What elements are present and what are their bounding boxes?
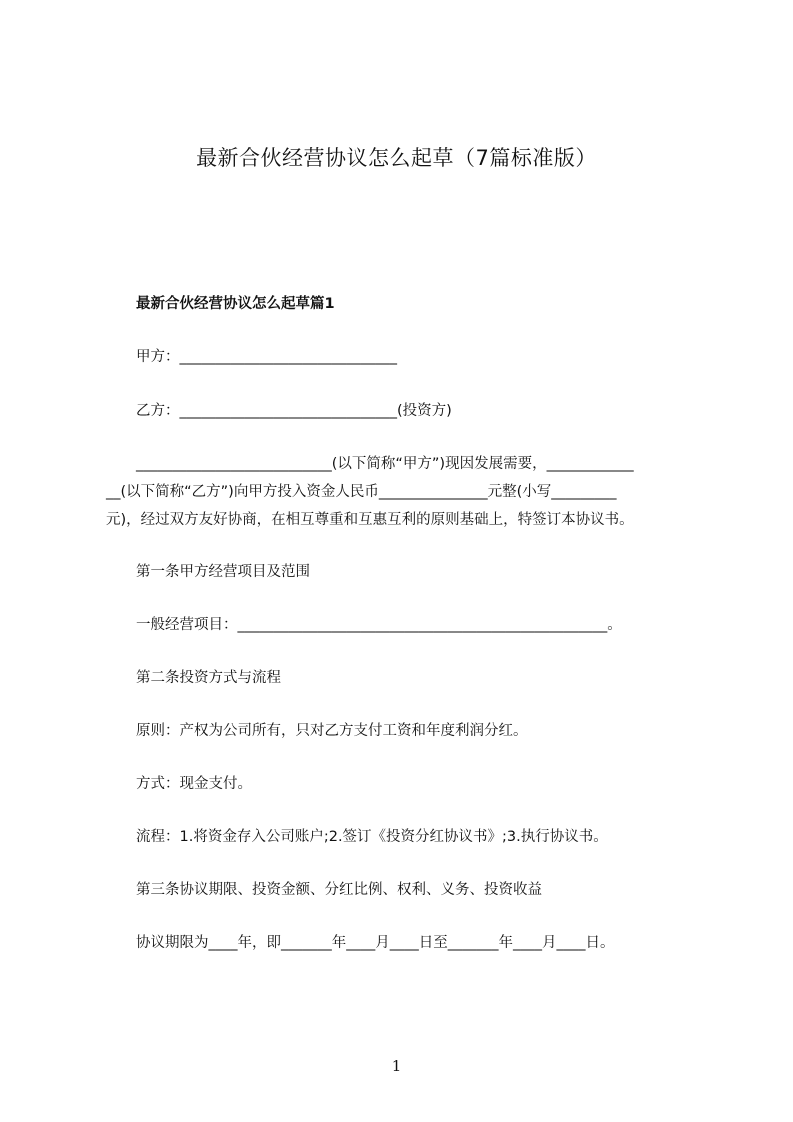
party-a-line: 甲方：______________________________ xyxy=(136,349,397,365)
term-line: 协议期限为____年，即_______年____月____日至_______年____月____日。 xyxy=(136,935,615,951)
article-2-heading: 第二条投资方式与流程 xyxy=(136,670,281,686)
article-1-heading: 第一条甲方经营项目及范围 xyxy=(136,564,310,580)
intro-paragraph-line-2: __(以下简称“乙方”)向甲方投入资金人民币_______________元整(小写_________ xyxy=(106,484,617,500)
intro-paragraph-line-3: 元)，经过双方友好协商，在相互尊重和互惠互利的原则基础上，特签订本协议书。 xyxy=(106,512,634,528)
article-3-heading: 第三条协议期限、投资金额、分红比例、权利、义务、投资收益 xyxy=(136,882,542,898)
intro-paragraph-line-1: ___________________________(以下简称“甲方”)现因发展需要，____________ xyxy=(136,456,634,472)
principle-line: 原则：产权为公司所有，只对乙方支付工资和年度利润分红。 xyxy=(136,723,528,739)
process-line: 流程：1.将资金存入公司账户;2.签订《投资分红协议书》;3.执行协议书。 xyxy=(136,829,608,845)
section-heading: 最新合伙经营协议怎么起草篇1 xyxy=(136,296,335,312)
document-title: 最新合伙经营协议怎么起草（7篇标准版） xyxy=(196,146,597,170)
page-number: 1 xyxy=(391,1057,402,1075)
party-b-line: 乙方：______________________________(投资方) xyxy=(136,403,452,419)
business-scope-line: 一般经营项目：___________________________________________________。 xyxy=(136,617,622,633)
method-line: 方式：现金支付。 xyxy=(136,776,252,792)
